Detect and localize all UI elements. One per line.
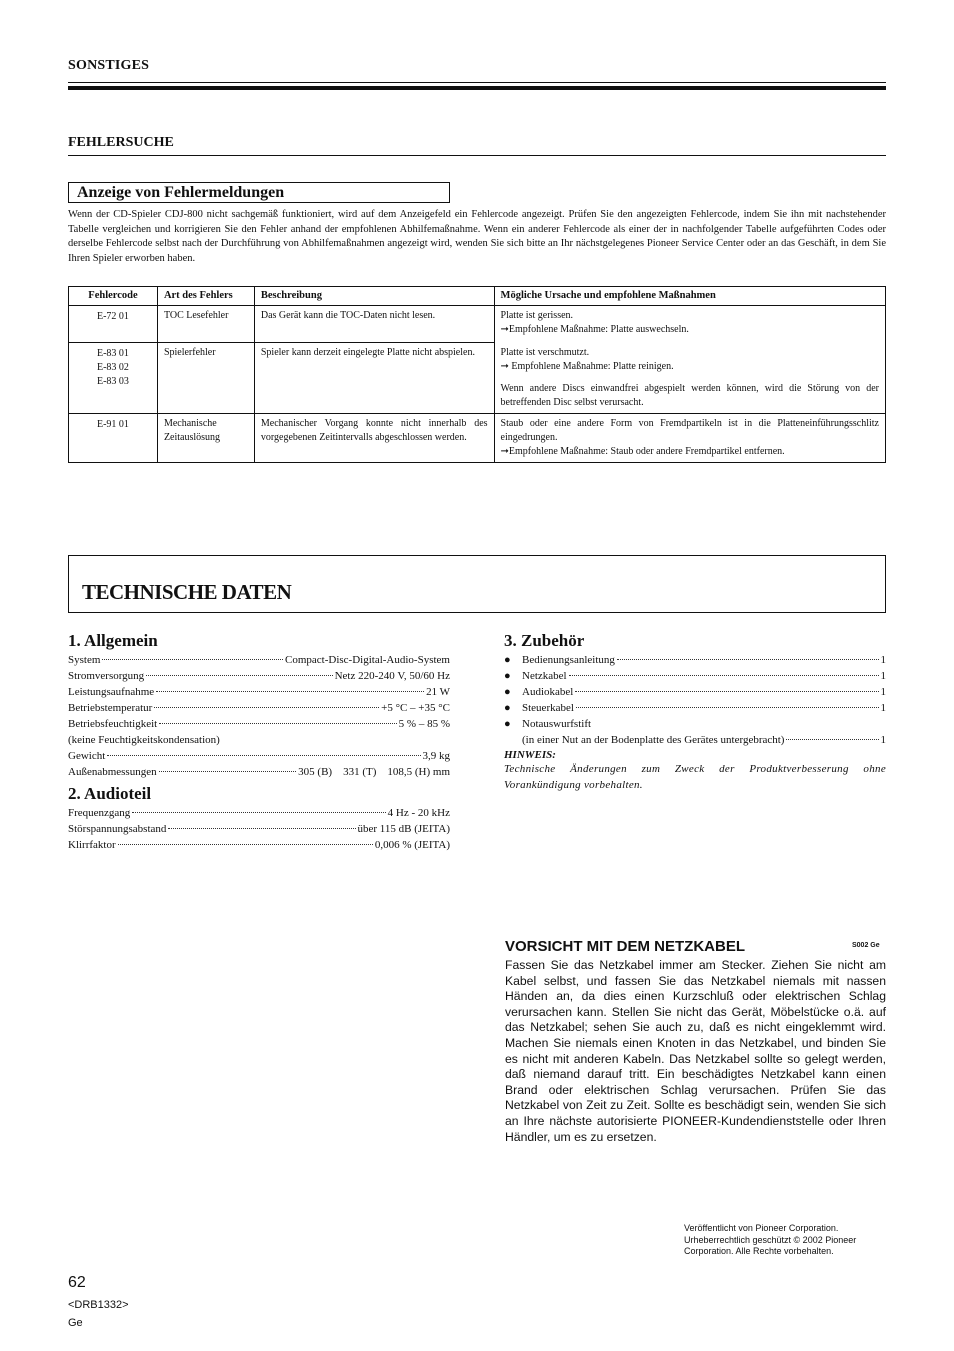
bullet-icon: ● xyxy=(504,718,511,730)
power-cord-warning-title: VORSICHT MIT DEM NETZKABEL xyxy=(505,938,745,955)
table-row xyxy=(69,413,886,462)
error-cause: Platte ist verschmutzt. ➞ Empfohlene Maßnahme: Platte reinigen. Wenn andere Discs einwandfrei abgespielt werden können, wird die Störung von der betreffenden Disc selbst verursacht. xyxy=(494,343,885,414)
error-description: Mechanischer Vorgang konnte nicht innerhalb des vorgegebenen Zeitintervalls abgeschlossen werden. xyxy=(254,413,494,462)
subsection-rule xyxy=(68,155,886,156)
list-item: ● Netzkabel 1 xyxy=(504,670,886,682)
audioteil-specs xyxy=(68,805,450,853)
spec-row: Störspannungsabstand über 115 dB (JEITA) xyxy=(68,823,450,835)
spec-row: Betriebstemperatur +5 °C – +35 °C xyxy=(68,702,450,714)
section-label: SONSTIGES xyxy=(68,58,150,73)
list-item: (in einer Nut an der Bodenplatte des Gerätes untergebracht) 1 xyxy=(522,734,886,746)
error-code: E-91 01 xyxy=(69,413,158,462)
spec-row: Gewicht 3,9 kg xyxy=(68,750,450,762)
error-type: Mechanische Zeitauslösung xyxy=(157,413,254,462)
bullet-icon: ● xyxy=(504,654,511,666)
allgemein-heading: 1. Allgemein xyxy=(68,631,158,650)
error-type: Spielerfehler xyxy=(157,343,254,414)
table-row xyxy=(69,306,886,343)
arrow-right-icon: ➞ xyxy=(500,324,509,335)
header-rule-bold xyxy=(68,86,886,90)
error-description: Spieler kann derzeit eingelegte Platte nicht abspielen. xyxy=(254,343,494,414)
error-messages-title: Anzeige von Fehlermeldungen xyxy=(68,182,450,203)
list-item: ● Bedienungsanleitung 1 xyxy=(504,654,886,666)
column-header: Beschreibung xyxy=(254,287,494,306)
error-table xyxy=(68,286,886,463)
list-item: ● Audiokabel 1 xyxy=(504,686,886,698)
hinweis-label: HINWEIS: xyxy=(504,749,556,761)
document-code: <DRB1332> xyxy=(68,1299,129,1311)
arrow-right-icon: ➞ xyxy=(500,445,509,457)
arrow-right-icon: ➞ xyxy=(500,360,512,372)
spec-row: Leistungsaufnahme 21 W xyxy=(68,686,450,698)
error-type: TOC Lesefehler xyxy=(157,306,254,343)
column-header: Art des Fehlers xyxy=(157,287,254,306)
allgemein-specs xyxy=(68,652,450,780)
list-item: ● Steuerkabel 1 xyxy=(504,702,886,714)
error-description: Das Gerät kann die TOC-Daten nicht lesen. xyxy=(254,306,494,343)
language-code: Ge xyxy=(68,1317,83,1329)
header-rule xyxy=(68,82,886,83)
spec-right-column xyxy=(504,631,886,793)
spec-row: Frequenzgang 4 Hz - 20 kHz xyxy=(68,807,450,819)
error-cause: Staub oder eine andere Form von Fremdpartikeln ist in die Platteneinführungsschlitz eingedrungen. ➞Empfohlene Maßnahme: Staub oder andere Fremdpartikel entfernen. xyxy=(494,413,885,462)
error-code: E-72 01 xyxy=(69,306,158,343)
spec-row: (keine Feuchtigkeitskondensation) xyxy=(68,734,220,746)
error-cause: Platte ist gerissen. ➞Empfohlene Maßnahme: Platte auswechseln. xyxy=(494,306,885,343)
zubehoer-heading: 3. Zubehör xyxy=(504,631,585,650)
spec-row: Außenabmessungen 305 (B) 331 (T) 108,5 (H) mm xyxy=(68,766,450,778)
spec-row: Klirrfaktor 0,006 % (JEITA) xyxy=(68,839,450,851)
table-header-row xyxy=(69,287,886,306)
page-number: 62 xyxy=(68,1274,86,1291)
accessory-list xyxy=(504,652,886,748)
list-item: ● Notauswurfstift xyxy=(504,718,592,730)
column-header: Mögliche Ursache und empfohlene Maßnahmen xyxy=(494,287,885,306)
spec-row: Betriebsfeuchtigkeit 5 % – 85 % xyxy=(68,718,450,730)
subsection-title: FEHLERSUCHE xyxy=(68,135,174,150)
spec-row: Stromversorgung Netz 220-240 V, 50/60 Hz xyxy=(68,670,450,682)
power-cord-warning-text: Fassen Sie das Netzkabel immer am Stecker. Ziehen Sie nicht am Kabel selbst, und fassen Sie das Netzkabel niemals mit nassen Händen an, da dies einen Kurzschluß oder elektrischen Schlag verursachen kann. Stellen Sie nicht das Gerät, Möbelstücke o.ä. auf das Netzkabel; sehen Sie auch zu, daß es nicht eingeklemmt wird. Machen Sie niemals einen Knoten in das Netzkabel, und binden Sie es nicht mit anderen Kabeln. Das Netzkabel sollte so gelegt werden, daß niemand darauf tritt. Ein beschädigtes Netzkabel kann einen Brand oder elektrischen Schlag verursachen. Prüfen Sie das Netzkabel von Zeit zu Zeit. Sollte es beschädigt sein, wenden Sie sich an Ihre nächste autorisierte PIONEER-Kundendienststelle oder Ihren Händler, um es zu ersetzen. xyxy=(505,958,886,1144)
bullet-icon: ● xyxy=(504,686,511,698)
warning-code: S002 Ge xyxy=(852,942,880,949)
error-code: E-83 01 E-83 02 E-83 03 xyxy=(69,343,158,414)
publisher-notice: Veröffentlicht von Pioneer Corporation. Urheberrechtlich geschützt © 2002 Pioneer Corporation. Alle Rechte vorbehalten. xyxy=(684,1223,857,1256)
spec-left-column xyxy=(68,631,450,853)
tech-data-title: TECHNISCHE DATEN xyxy=(82,580,292,604)
table-row xyxy=(69,343,886,414)
audioteil-heading: 2. Audioteil xyxy=(68,784,152,803)
hinweis-text: Technische Änderungen zum Zweck der Produktverbesserung ohne Vorankündigung vorbehalten. xyxy=(504,763,886,791)
bullet-icon: ● xyxy=(504,670,511,682)
error-intro-paragraph: Wenn der CD-Spieler CDJ-800 nicht sachgemäß funktioniert, wird auf dem Anzeigefeld ein Fehlercode angezeigt. Prüfen Sie den angezeigten Fehlercode, indem Sie ihn mit nachstehender Tabelle vergleichen und korrigieren Sie den Fehler anhand der empfohlenen Abhilfemaßnahme. Wenn ein anderer Fehlercode als einer der in nachfolgender Tabelle aufgeführten Codes oder derselbe Fehlercode selbst nach der Durchführung von Abhilfemaßnahmen angezeigt wird, wenden Sie sich bitte an Ihr nächstgelegenes Pioneer Service Center oder an das Geschäft, in dem Sie Ihren Spieler erworben haben. xyxy=(68,209,886,264)
spec-row: System Compact-Disc-Digital-Audio-System xyxy=(68,654,450,666)
bullet-icon: ● xyxy=(504,702,511,714)
column-header: Fehlercode xyxy=(69,287,158,306)
